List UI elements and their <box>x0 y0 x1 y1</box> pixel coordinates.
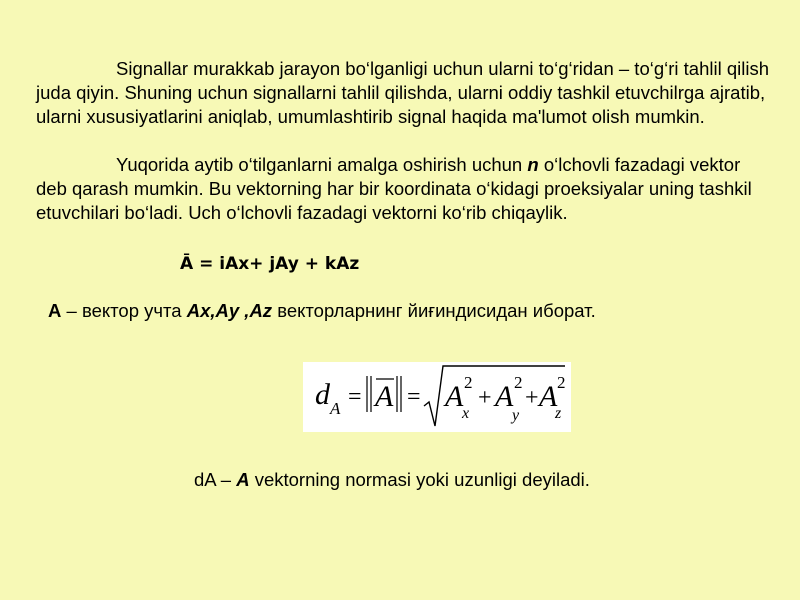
norm-definition-end: vektorning normasi yoki uzunligi deyiladi. <box>249 469 590 490</box>
norm-sub-a: A <box>330 399 341 418</box>
norm-definition-a: A <box>236 469 250 490</box>
norm-ay-sub: y <box>512 407 520 424</box>
norm-eq-1: = <box>348 384 362 410</box>
norm-formula-image <box>303 362 571 432</box>
norm-ax-sub: x <box>462 405 470 422</box>
norm-ay: A <box>495 380 514 413</box>
vector-description-mid: – вектор учта <box>61 300 187 321</box>
norm-ax: A <box>445 380 464 413</box>
norm-plus-1: + <box>478 385 492 411</box>
norm-formula-svg <box>303 362 571 432</box>
vector-description-end: векторларнинг йиғиндисидан иборат. <box>272 300 596 321</box>
norm-eq-2: = <box>407 384 421 410</box>
norm-a-vector: A <box>375 380 394 413</box>
vector-formula: Ā = iAx+ jAy + kAz <box>180 254 360 274</box>
paragraph-vector-before: Yuqorida aytib o‘tilganlarni amalga oshirish uchun <box>116 154 528 175</box>
norm-plus-2: + <box>525 385 539 411</box>
paragraph-signals <box>36 57 776 129</box>
vector-description <box>48 300 596 322</box>
norm-definition-start: dA – <box>194 469 237 490</box>
norm-d: d <box>315 378 330 411</box>
variable-n: n <box>527 154 539 175</box>
norm-definition <box>194 469 590 491</box>
vector-components: Ax,Ay ,Az <box>186 300 273 321</box>
norm-ay-exp: 2 <box>514 373 523 392</box>
paragraph-signals-text: Signallar murakkab jarayon bo‘lganligi uchun ularni to‘g‘ridan – to‘g‘ri tahlil qilish juda qiyin. Shuning uchun signallarni tahlil qilishda, ularni oddiy tashkil etuvchilrga ajratib, ularni xususiyatlarini aniqlab, umumlashtirib signal haqida ma'lumot olish mumkin. <box>36 58 770 127</box>
norm-az-exp: 2 <box>557 373 566 392</box>
paragraph-vector <box>36 153 776 225</box>
paragraph-vector-after: o‘lchovli fazadagi vektor deb qarash mumkin. Bu vektorning har bir koordinata o‘kidagi proeksiyalar uning tashkil etuvchilari bo‘ladi. Uch o‘lchovli fazadagi vektorni ko‘rib chiqaylik. <box>36 154 752 223</box>
vector-a-label: А <box>48 300 62 321</box>
norm-ax-exp: 2 <box>464 373 473 392</box>
norm-az-sub: z <box>555 405 562 422</box>
norm-az: A <box>539 380 558 413</box>
